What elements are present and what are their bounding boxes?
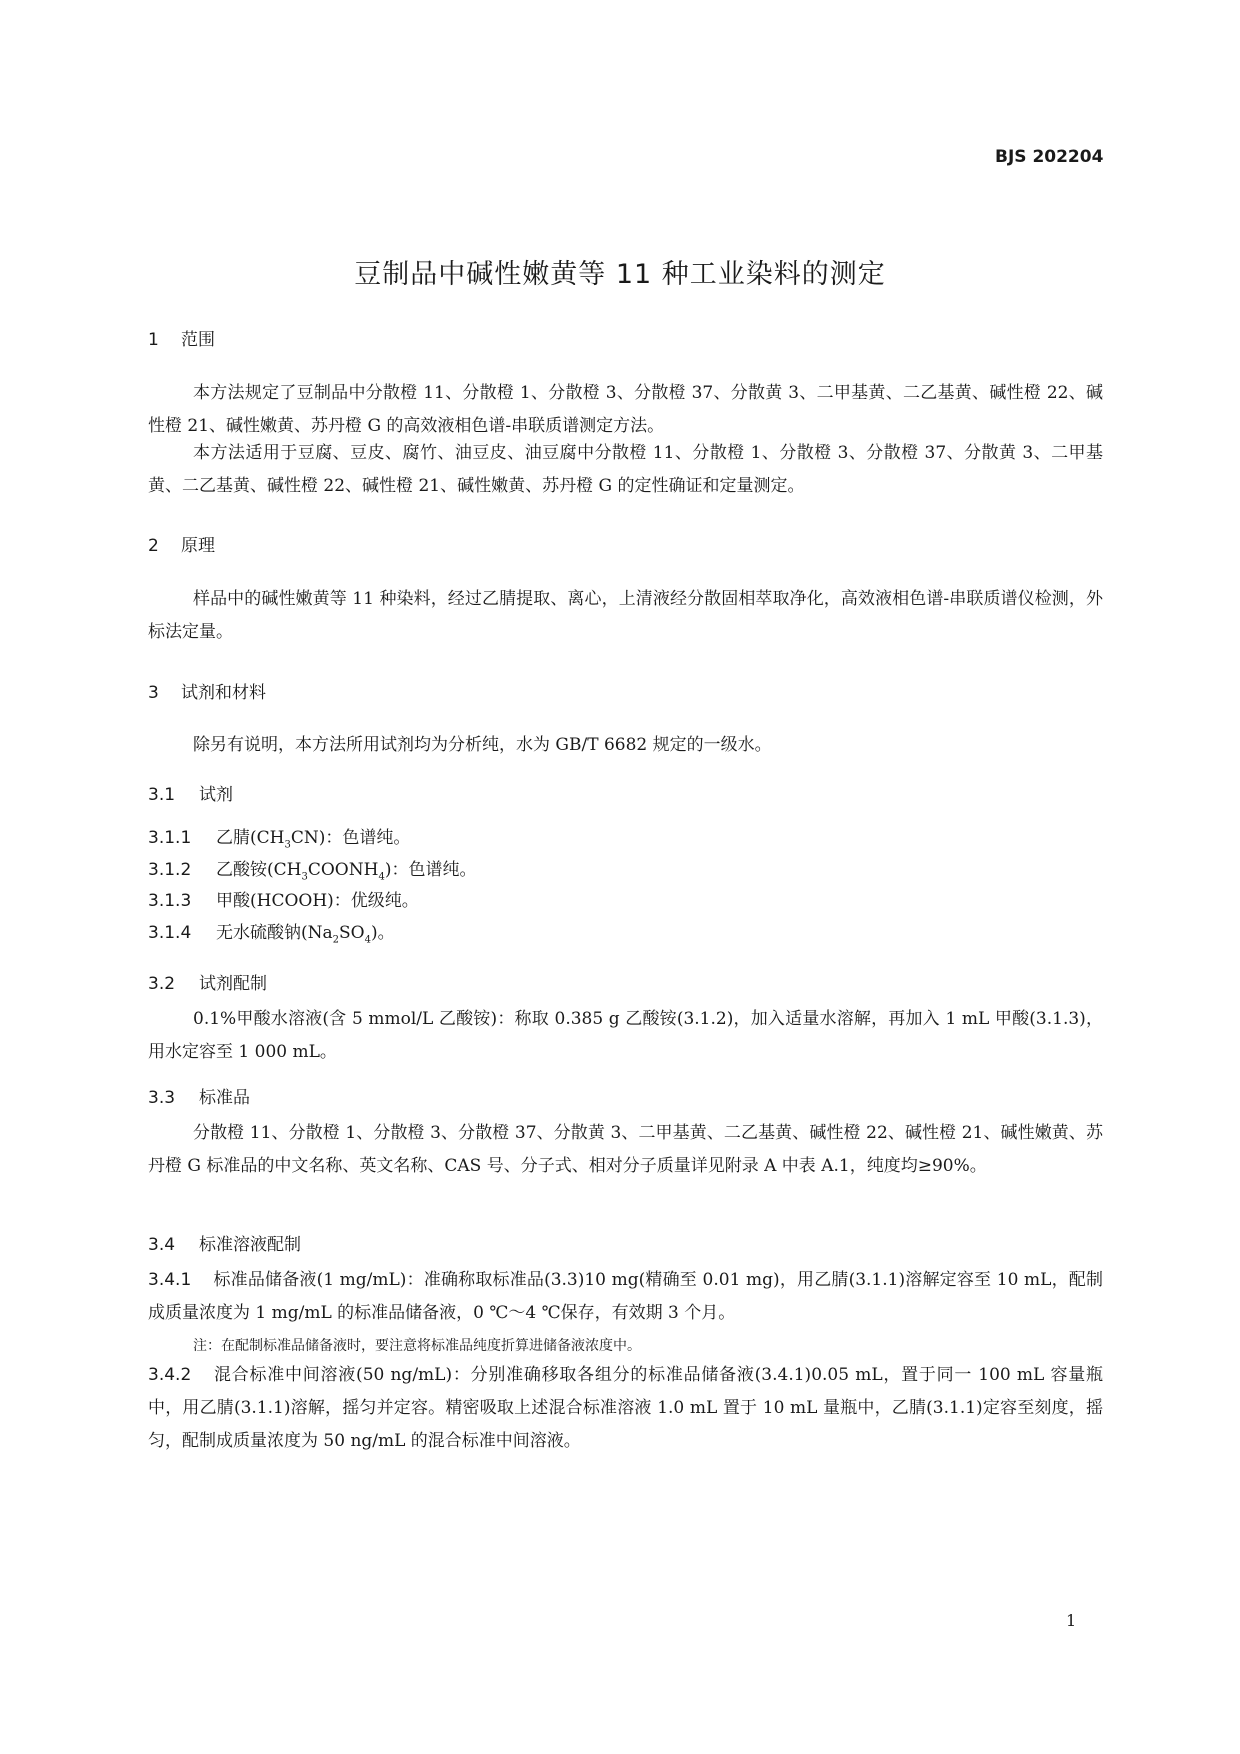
subsection-title: 试剂	[199, 785, 233, 805]
reagent-item	[148, 855, 476, 882]
section-3-heading	[148, 678, 266, 703]
subsection-title: 标准溶液配制	[199, 1235, 301, 1255]
item-text: 甲酸(HCOOH)：优级纯。	[216, 891, 419, 911]
section-title: 原理	[181, 536, 215, 556]
subsection-title: 试剂配制	[199, 974, 267, 994]
subsection-title: 标准品	[199, 1088, 250, 1108]
subsection-number: 3.1	[148, 785, 176, 805]
clause-number: 3.4.1	[148, 1270, 192, 1290]
subscript: 3	[301, 871, 308, 883]
note: 注：在配制标准品储备液时，要注意将标准品纯度折算进储备液浓度中。	[193, 1338, 641, 1354]
section-title: 试剂和材料	[181, 683, 266, 703]
subsection-number: 3.4	[148, 1235, 176, 1255]
subscript: 4	[378, 871, 385, 883]
section-title: 范围	[181, 330, 215, 350]
page-number: 1	[1066, 1611, 1077, 1630]
subsection-number: 3.2	[148, 974, 176, 994]
subscript: 3	[284, 839, 291, 851]
clause-text: 标准品储备液(1 mg/mL)：准确称取标准品(3.3)10 mg(精确至 0.01 mg)，用乙腈(3.1.1)溶解定容至 10 mL，配制成质量浓度为 1 mg/mL 的标准品储备液，0 ℃～4 ℃保存，有效期 3 个月。	[148, 1270, 1103, 1323]
reagent-prep-paragraph: 0.1%甲酸水溶液(含 5 mmol/L 乙酸铵)：称取 0.385 g 乙酸铵(3.1.2)，加入适量水溶解，再加入 1 mL 甲酸(3.1.3)，用水定容至 1 000 mL。	[148, 1009, 1103, 1062]
page-title: 豆制品中碱性嫩黄等 11 种工业染料的测定	[354, 259, 886, 290]
item-text: 乙酸铵(CH	[216, 860, 302, 880]
clause-text: 混合标准中间溶液(50 ng/mL)：分别准确移取各组分的标准品储备液(3.4.1)0.05 mL，置于同一 100 mL 容量瓶中，用乙腈(3.1.1)溶解，摇匀并定容。精密吸取上述混合标准溶液 1.0 mL 置于 10 mL 量瓶中，乙腈(3.1.1)定容至刻度，摇匀，配制成质量浓度为 50 ng/mL 的混合标准中间溶液。	[148, 1365, 1103, 1451]
subsection-3-1-heading	[148, 780, 233, 805]
item-text: SO	[339, 923, 365, 943]
item-number: 3.1.2	[148, 860, 192, 880]
reagent-item	[148, 918, 395, 945]
document-code: BJS 202204	[995, 147, 1104, 167]
subsection-3-3-heading	[148, 1083, 250, 1108]
subsection-3-2-heading	[148, 969, 267, 994]
item-text: 乙腈(CH	[216, 828, 285, 848]
clause-number: 3.4.2	[148, 1365, 192, 1385]
item-text: CN)：色谱纯。	[290, 828, 411, 848]
subsection-3-4-heading	[148, 1230, 301, 1255]
item-text: )。	[371, 923, 395, 943]
item-text: 无水硫酸钠(Na	[216, 923, 333, 943]
item-text: )：色谱纯。	[384, 860, 477, 880]
reagent-item	[148, 823, 410, 850]
item-number: 3.1.4	[148, 923, 192, 943]
item-number: 3.1.3	[148, 891, 192, 911]
subscript: 4	[364, 934, 371, 946]
reagent-item	[148, 886, 419, 911]
item-number: 3.1.1	[148, 828, 192, 848]
standards-paragraph: 分散橙 11、分散橙 1、分散橙 3、分散橙 37、分散黄 3、二甲基黄、二乙基黄、碱性橙 22、碱性橙 21、碱性嫩黄、苏丹橙 G 标准品的中文名称、英文名称、CAS 号、分子式、相对分子质量详见附录 A 中表 A.1，纯度均≥90%。	[148, 1123, 1103, 1176]
subscript: 2	[332, 934, 340, 946]
clause-3-4-2	[148, 1359, 1103, 1458]
clause-3-4-1	[148, 1264, 1103, 1330]
section-number: 3	[148, 683, 159, 703]
item-text: COONH	[307, 860, 379, 880]
scope-paragraph-2: 本方法适用于豆腐、豆皮、腐竹、油豆皮、油豆腐中分散橙 11、分散橙 1、分散橙 3、分散橙 37、分散黄 3、二甲基黄、二乙基黄、碱性橙 22、碱性橙 21、碱性嫩黄、苏丹橙 G 的定性确证和定量测定。	[148, 443, 1103, 496]
scope-paragraph-1: 本方法规定了豆制品中分散橙 11、分散橙 1、分散橙 3、分散橙 37、分散黄 3、二甲基黄、二乙基黄、碱性橙 22、碱性橙 21、碱性嫩黄、苏丹橙 G 的高效液相色谱-串联质谱测定方法。	[148, 383, 1103, 436]
section-2-heading	[148, 531, 215, 556]
subsection-number: 3.3	[148, 1088, 176, 1108]
section-number: 1	[148, 330, 159, 350]
section-number: 2	[148, 536, 159, 556]
reagents-intro-paragraph: 除另有说明，本方法所用试剂均为分析纯，水为 GB/T 6682 规定的一级水。	[193, 735, 772, 755]
principle-paragraph: 样品中的碱性嫩黄等 11 种染料，经过乙腈提取、离心，上清液经分散固相萃取净化，高效液相色谱-串联质谱仪检测，外标法定量。	[148, 589, 1103, 642]
section-1-heading	[148, 325, 215, 350]
